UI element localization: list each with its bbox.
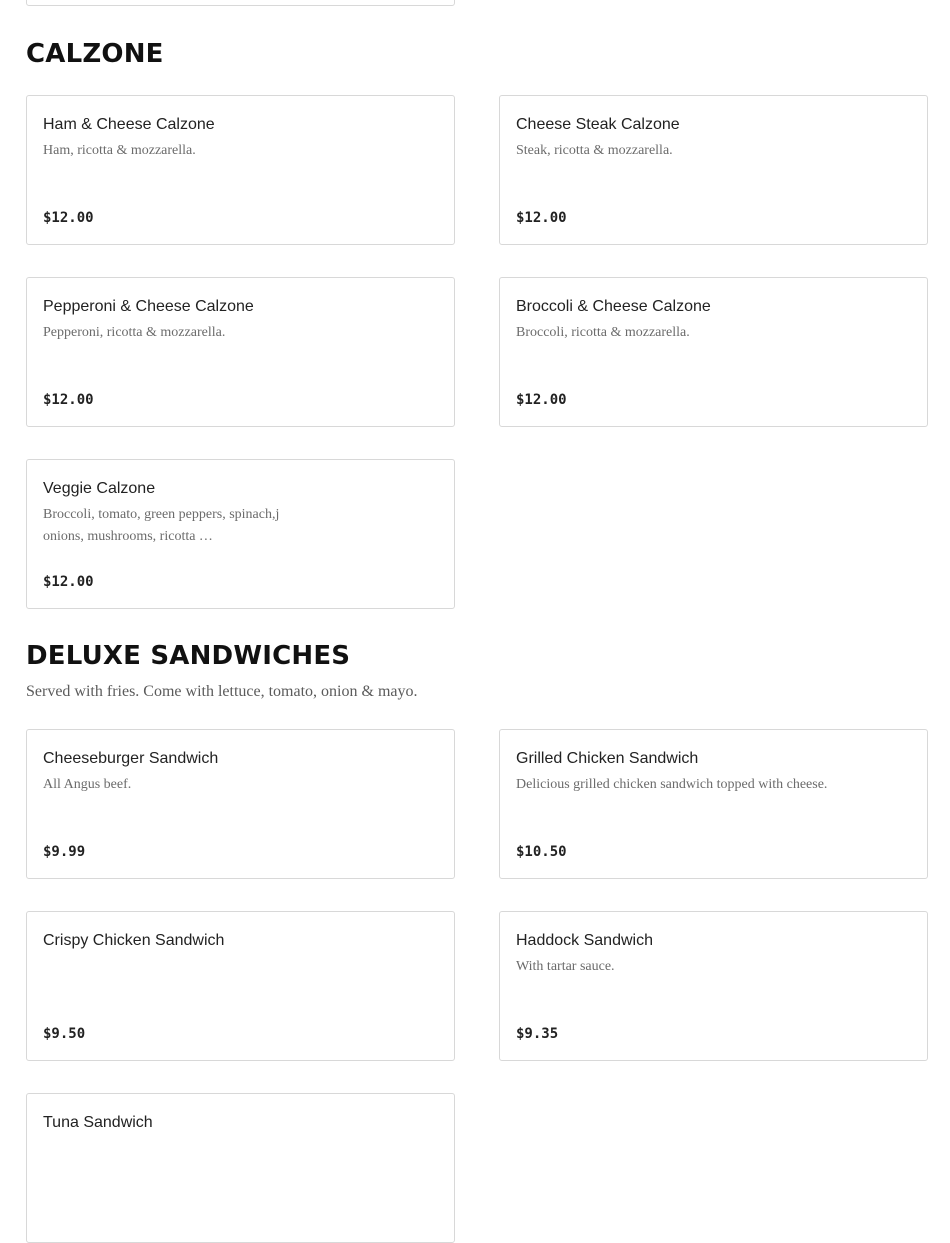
menu-item-card[interactable] (26, 459, 455, 609)
menu-item-description: Broccoli, ricotta & mozzarella. (516, 325, 690, 340)
menu-item-price: $10.50 (516, 844, 567, 860)
menu-item-price: $12.00 (516, 210, 567, 226)
menu-item-name: Crispy Chicken Sandwich (43, 932, 225, 949)
menu-item-price: $12.00 (43, 392, 94, 408)
menu-item-name: Pepperoni & Cheese Calzone (43, 298, 254, 315)
section-description: Served with fries. Come with lettuce, tomato, onion & mayo. (26, 683, 418, 700)
calzone-grid (26, 95, 928, 609)
menu-item-name: Veggie Calzone (43, 480, 156, 497)
deluxe-sandwiches-grid (26, 729, 928, 1243)
menu-item-description: All Angus beef. (43, 777, 132, 792)
menu-item-price: $9.35 (516, 1026, 559, 1042)
menu-item-name: Haddock Sandwich (516, 932, 653, 949)
section-title: CALZONE (26, 39, 164, 69)
menu-item-description: Steak, ricotta & mozzarella. (516, 143, 673, 158)
menu-item-description: With tartar sauce. (516, 959, 615, 974)
menu-item-card[interactable] (499, 729, 928, 879)
section-calzone (26, 41, 928, 67)
menu-item-name: Cheeseburger Sandwich (43, 750, 219, 767)
menu-item-card[interactable] (26, 95, 455, 245)
menu-item-description: Ham, ricotta & mozzarella. (43, 143, 196, 158)
section-title: DELUXE SANDWICHES (26, 641, 351, 671)
menu-item-description: Broccoli, tomato, green peppers, spinach,j onions, mushrooms, ricotta … (43, 507, 280, 544)
menu-item-description: Delicious grilled chicken sandwich topped with cheese. (516, 777, 828, 792)
menu-item-card[interactable] (26, 1093, 455, 1243)
menu-item-card[interactable] (26, 729, 455, 879)
menu-item-card[interactable] (499, 911, 928, 1061)
menu-item-price: $9.50 (43, 1026, 86, 1042)
previous-section-card[interactable] (26, 0, 455, 6)
menu-item-name: Broccoli & Cheese Calzone (516, 298, 711, 315)
menu-item-price: $9.99 (43, 844, 86, 860)
menu-item-price: $12.00 (43, 210, 94, 226)
menu-item-price: $12.00 (43, 574, 94, 590)
menu-item-name: Grilled Chicken Sandwich (516, 750, 699, 767)
menu-item-card[interactable] (26, 277, 455, 427)
menu-item-price: $12.00 (516, 392, 567, 408)
menu-item-name: Ham & Cheese Calzone (43, 116, 215, 133)
menu-item-name: Cheese Steak Calzone (516, 116, 680, 133)
menu-item-card[interactable] (499, 277, 928, 427)
menu-item-card[interactable] (499, 95, 928, 245)
menu-item-name: Tuna Sandwich (43, 1114, 153, 1131)
menu-item-description: Pepperoni, ricotta & mozzarella. (43, 325, 226, 340)
section-deluxe-sandwiches (26, 643, 928, 701)
menu-item-card[interactable] (26, 911, 455, 1061)
